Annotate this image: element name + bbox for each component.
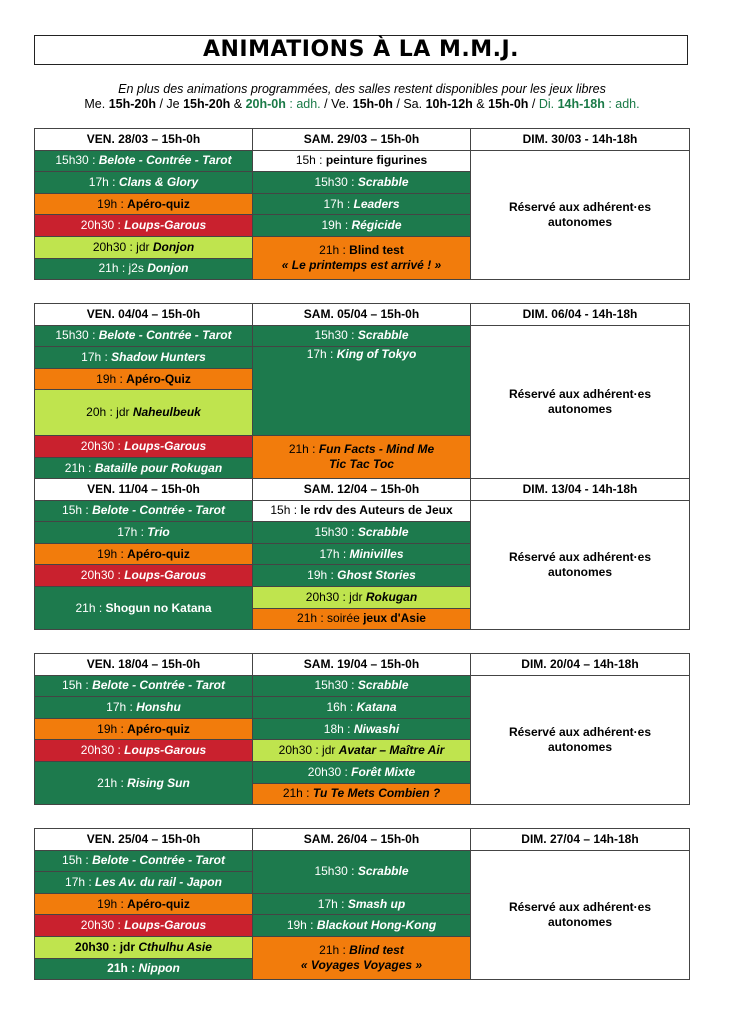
event-name-line2: Tic Tac Toc [329,457,394,472]
event-time: 17h : [317,896,348,911]
event-cell [253,565,471,587]
event-name: Katana [356,699,397,714]
event-cell [35,718,253,740]
event-time: 21h : j2s [98,261,148,276]
day-label: Di. [538,97,558,111]
event-time: 21h : [107,961,139,976]
event-time: 15h : [270,503,301,518]
hours-members: 14h-18h [557,97,605,111]
friday-header: VEN. 04/04 – 15h-0h [35,304,253,326]
event-time: 19h : [96,371,127,386]
sunday-reserved-cell [471,850,690,980]
friday-header: VEN. 25/04 – 15h-0h [35,829,253,851]
event-name: Ghost Stories [337,568,416,583]
event-name: Trio [147,524,170,539]
event-cell [253,915,471,937]
event-cell [253,893,471,915]
event-name: Clans & Glory [118,174,199,189]
saturday-header: SAM. 26/04 – 15h-0h [253,829,471,851]
event-time: 19h : [97,546,128,561]
event-time: 20h30 : [80,439,125,454]
separator: & [230,97,246,111]
event-cell [35,936,253,958]
saturday-header: SAM. 05/04 – 15h-0h [253,304,471,326]
event-time: 20h : jdr [86,405,133,420]
event-cell [35,436,253,458]
separator: / Ve. [320,97,353,111]
event-time: 19h : [307,568,338,583]
event-time: 20h30 : jdr [75,939,139,954]
event-time: 20h30 : [80,743,125,758]
event-name: Belote - Contrée - Tarot [98,328,232,343]
event-cell [35,347,253,369]
event-cell [35,236,253,258]
event-name: Loups-Garous [124,918,207,933]
event-cell [253,586,471,608]
event-name: Scrabble [357,678,409,693]
members-note: : adh. [285,97,321,111]
event-cell [35,522,253,544]
event-cell [253,347,471,436]
event-cell [253,436,471,479]
event-cell [253,522,471,544]
sunday-note-line1: Réservé aux adhérent·es [508,899,652,914]
event-name: Minivilles [349,546,404,561]
event-time: 17h : [306,347,337,362]
event-cell [35,150,253,172]
sunday-note-line1: Réservé aux adhérent·es [508,549,652,564]
sunday-note-line2: autonomes [547,739,612,754]
event-name: Apéro-quiz [127,896,190,911]
event-time: 19h : [286,918,317,933]
event-name: Blackout Hong-Kong [316,918,437,933]
event-time: 20h30 : jdr [278,743,339,758]
event-name: Shadow Hunters [111,349,206,364]
event-time: 21h : [319,943,350,958]
event-name: Shogun no Katana [105,600,212,615]
sunday-note-line2: autonomes [547,214,612,229]
event-name: Apéro-Quiz [126,371,191,386]
event-name: Chinatown [693,420,754,435]
event-cell [253,761,471,783]
event-cell [35,172,253,194]
event-cell [253,325,471,347]
event-name: Belote - Contrée - Tarot [92,678,225,693]
event-time: 21h : [75,600,106,615]
event-name: Nippon [138,961,180,976]
event-name: Apéro-quiz [127,546,190,561]
friday-header: VEN. 11/04 – 15h-0h [35,479,253,501]
event-time: 17h : [81,349,112,364]
sunday-note-line2: autonomes [547,914,612,929]
event-cell [35,325,253,347]
event-name: Blind test [349,943,404,958]
event-time: 15h30 : [314,678,358,693]
event-name: peinture figurines [325,153,428,168]
event-name: le rdv des Auteurs de Jeux [300,503,453,518]
event-name: Loups-Garous [124,439,207,454]
event-name: Scrabble [357,328,409,343]
event-time: 20h30 : jdr [305,589,366,604]
event-name: Cthulhu Asie [138,939,212,954]
sunday-header: DIM. 20/04 – 14h-18h [471,654,690,676]
event-name: Belote - Contrée - Tarot [92,503,225,518]
event-name: Leaders [353,196,400,211]
event-name: King of Tokyo [336,347,417,362]
hours: 15h-0h [352,97,393,111]
event-cell [253,215,471,237]
page-title-box [34,35,688,65]
event-cell [35,390,253,436]
event-cell [35,740,253,762]
intro-line-2 [0,97,724,111]
friday-header: VEN. 18/04 – 15h-0h [35,654,253,676]
event-time: 15h30 : [314,174,358,189]
event-time: 21h : [64,460,95,475]
event-time: 20h30 : [80,218,125,233]
event-cell [253,500,471,522]
event-time: 15h30 : [55,328,99,343]
event-cell [35,761,253,804]
event-time: 17h : [323,196,354,211]
event-cell [253,543,471,565]
sunday-header: DIM. 06/04 - 14h-18h [471,304,690,326]
event-cell [253,850,471,893]
hours: 15h-20h [108,97,156,111]
sunday-note-line1: Réservé aux adhérent·es [508,199,652,214]
event-time: 21h : soirée [297,611,364,626]
event-name: Apéro-quiz [127,196,190,211]
event-cell [253,740,471,762]
sunday-reserved-cell [471,150,690,280]
event-time: 18h : [323,721,354,736]
event-name: Avatar – Maître Air [338,743,445,758]
saturday-header: SAM. 12/04 – 15h-0h [253,479,471,501]
event-cell [35,215,253,237]
event-time: 19h : [97,196,128,211]
week-table [34,653,690,805]
event-cell [253,608,471,630]
event-name: Belote - Contrée - Tarot [98,153,232,168]
event-name: Les Av. du rail - Japon [95,874,222,889]
event-name: Smash up [347,896,406,911]
hours: 15h-20h [183,97,231,111]
event-cell [253,936,471,979]
event-time: 17h : [106,699,137,714]
intro-line-1: En plus des animations programmées, des salles restent disponibles pour les jeux libres [118,82,606,96]
event-name: Fun Facts - Mind Me [318,442,435,457]
event-name: Rokugan [365,589,418,604]
event-name: Scrabble [357,864,409,879]
event-time: 15h : [62,853,93,868]
separator: / [528,97,539,111]
event-time: 20h30 : jdr [92,239,153,254]
sunday-reserved-cell [471,500,690,630]
event-cell [35,258,253,280]
event-time: 21h : [319,243,350,258]
event-cell [253,783,471,805]
event-name: Tu Te Mets Combien ? [312,786,441,801]
event-cell [35,193,253,215]
separator: / Je [155,97,184,111]
sunday-header: DIM. 13/04 - 14h-18h [471,479,690,501]
event-name: Niwashi [353,721,400,736]
event-cell [35,697,253,719]
event-name: Scrabble [357,524,409,539]
event-time: 21h : [97,775,128,790]
week-table [34,828,690,980]
event-time: 15h : [62,503,93,518]
event-time: 19h : [97,896,128,911]
event-name: Rising Sun [127,775,190,790]
event-time: 17h : [319,546,350,561]
event-cell [35,368,253,390]
event-name: jeux d'Asie [363,611,426,626]
saturday-header: SAM. 19/04 – 15h-0h [253,654,471,676]
event-name: Donjon [152,239,195,254]
event-name: Apéro-quiz [127,721,190,736]
event-name: Honshu [136,699,181,714]
event-time: 20h30 : [80,568,125,583]
event-time: 17h : [117,524,148,539]
event-name: Loups-Garous [124,743,207,758]
event-name: Régicide [351,218,402,233]
event-time: 15h : [62,678,93,693]
event-cell [253,675,471,697]
event-cell [35,675,253,697]
event-name: Donjon [147,261,189,276]
event-cell [253,236,471,279]
event-cell [35,872,253,894]
sunday-note-line1: Réservé aux adhérent·es [508,387,652,402]
event-time: 21h : [282,786,313,801]
event-time: 15h30 : [55,153,99,168]
day-label: Me. [84,97,106,111]
event-cell [35,543,253,565]
event-cell [35,850,253,872]
event-name: Bataille pour Rokugan [94,460,223,475]
week-table [34,303,754,480]
event-cell [35,893,253,915]
event-name: Loups-Garous [124,218,207,233]
sunday-note-line2: autonomes [547,402,612,417]
event-time: 19h : [693,390,714,420]
event-name: Loups-Garous [124,568,207,583]
friday-header: VEN. 28/03 – 15h-0h [35,129,253,151]
week-table [34,128,690,280]
event-time: 15h : [295,153,326,168]
event-name-line2: « Le printemps est arrivé ! » [281,258,442,273]
event-cell [35,915,253,937]
event-time: 21h : [288,442,319,457]
event-time: 19h : [321,218,352,233]
event-cell [35,500,253,522]
event-cell [35,586,253,629]
event-time: 20h30 : [80,918,125,933]
event-cell [35,565,253,587]
event-name: Blind test [349,243,404,258]
event-name: Naheulbeuk [132,405,201,420]
members-note: : adh. [604,97,640,111]
event-cell [253,718,471,740]
event-time: 15h30 : [314,328,358,343]
event-name-line2: « Voyages Voyages » [300,958,423,973]
event-time: 15h30 : [314,864,358,879]
event-cell [253,150,471,172]
event-time: 16h : [326,699,357,714]
event-time: 20h30 : [307,764,352,779]
hours-members: 20h-0h [245,97,286,111]
event-time: 15h30 : [314,524,358,539]
page-title: ANIMATIONS À LA M.M.J. [202,37,520,62]
event-cell [253,172,471,194]
event-name: Belote - Contrée - Tarot [92,853,225,868]
sunday-note-line1: Réservé aux adhérent·es [508,724,652,739]
sunday-reserved-cell [471,325,690,479]
sunday-header: DIM. 27/04 – 14h-18h [471,829,690,851]
event-cell [35,457,253,479]
sunday-reserved-cell [471,675,690,805]
event-name: Forêt Mixte [351,764,416,779]
sunday-note-line2: autonomes [547,564,612,579]
event-time: 19h : [97,721,128,736]
saturday-header: SAM. 29/03 – 15h-0h [253,129,471,151]
hours: 15h-0h [488,97,529,111]
event-name: Scrabble [357,174,409,189]
event-cell [35,958,253,980]
hours: 10h-12h [425,97,473,111]
sunday-header: DIM. 30/03 - 14h-18h [471,129,690,151]
separator: / Sa. [392,97,426,111]
week-table [34,478,690,630]
event-cell [253,697,471,719]
event-cell [253,193,471,215]
event-time: 17h : [88,174,119,189]
separator: & [472,97,489,111]
event-time: 17h : [65,874,96,889]
